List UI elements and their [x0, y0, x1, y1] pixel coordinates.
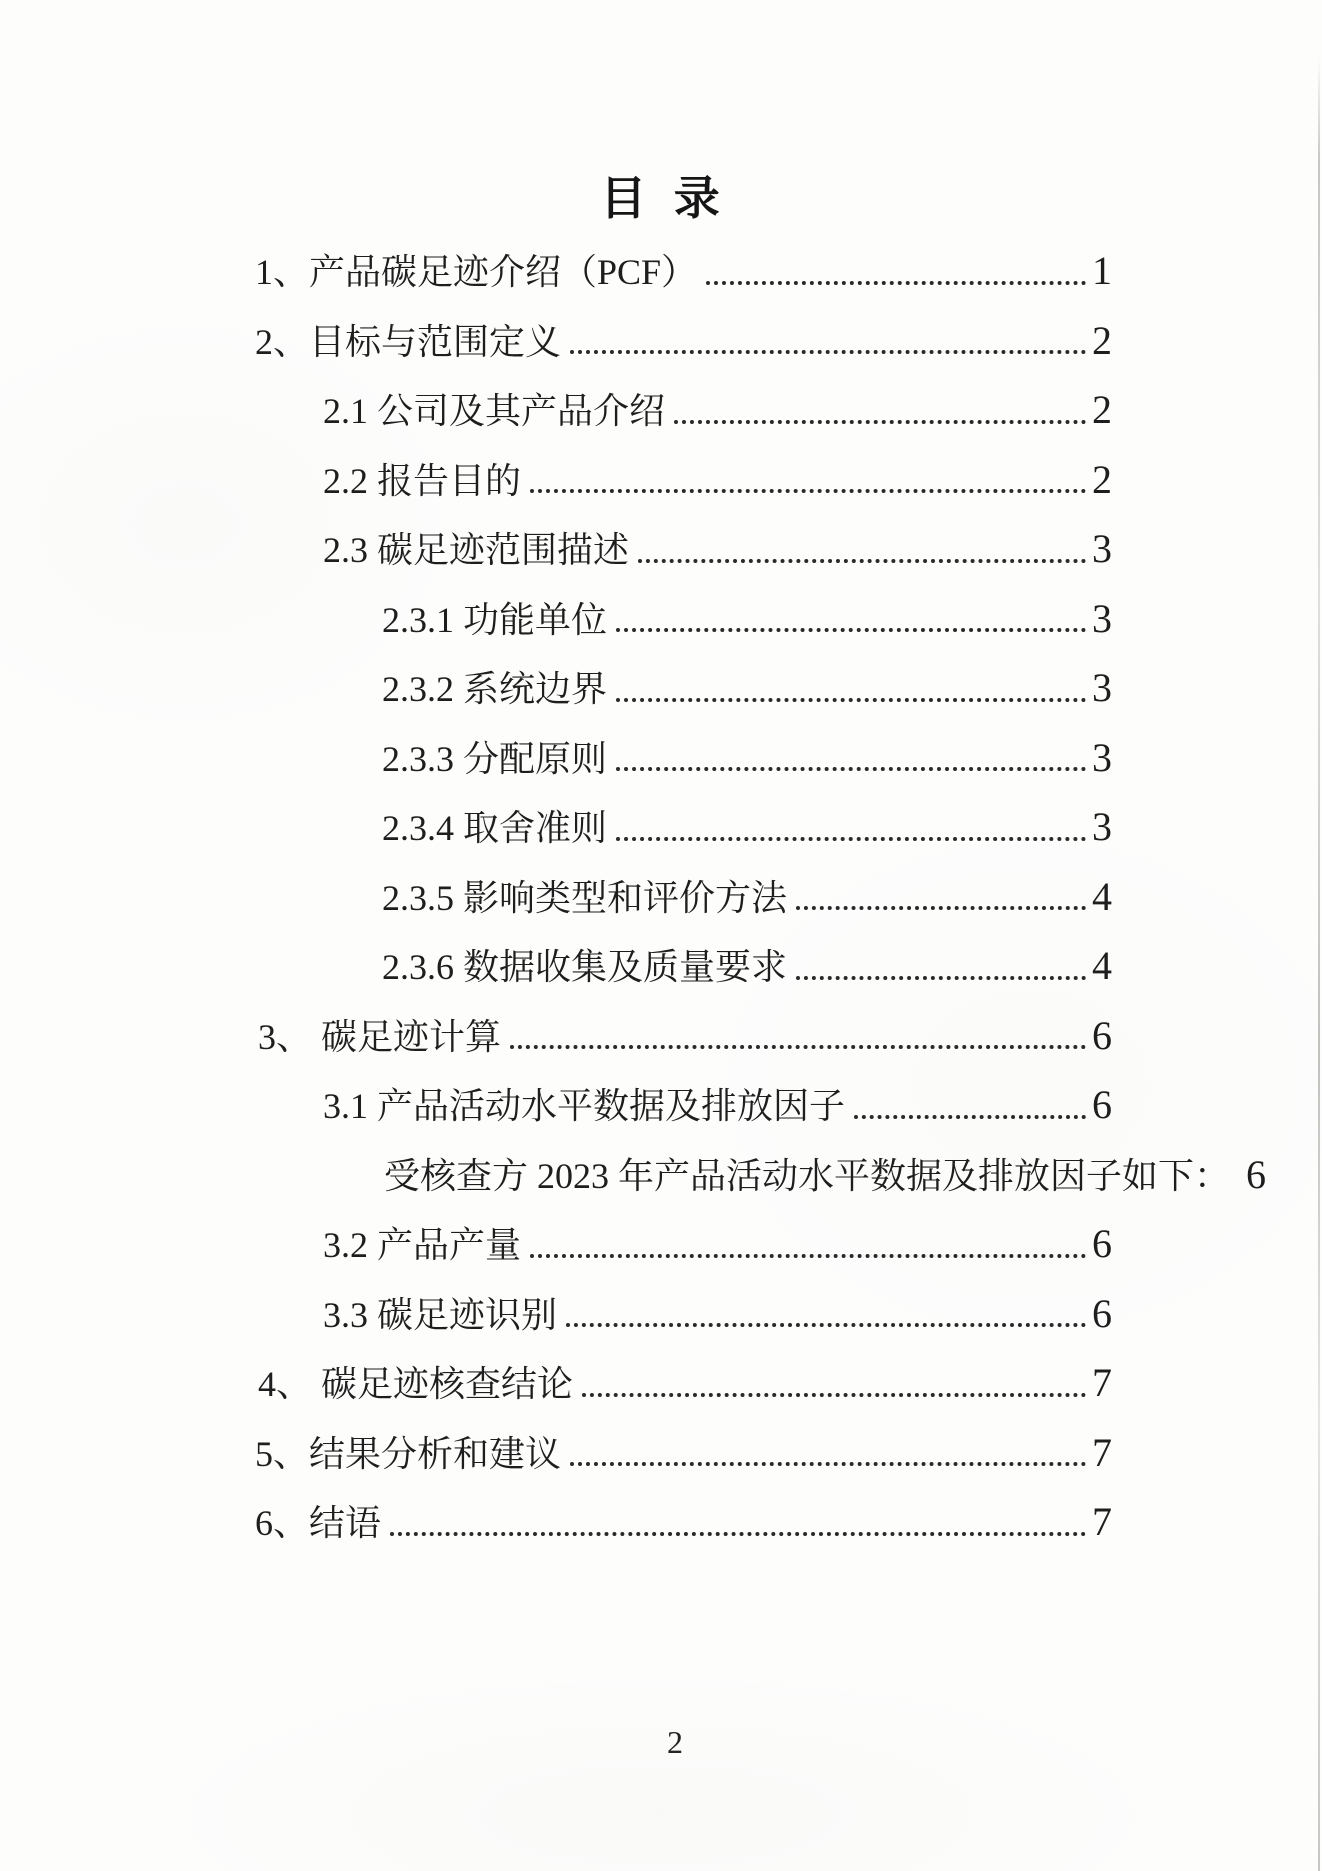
dot-leader [616, 767, 1086, 771]
toc-item-page: 3 [1092, 734, 1112, 780]
toc-row [255, 375, 1112, 445]
dot-leader [616, 698, 1086, 702]
toc-item-label: 2.1 公司及其产品介绍 [323, 391, 666, 431]
dot-leader [570, 1462, 1086, 1466]
toc-item-page: 1 [1092, 248, 1112, 293]
toc-row [255, 445, 1112, 515]
toc-item-label: 3.2 产品产量 [323, 1225, 522, 1265]
page-number-footer: 2 [667, 1724, 683, 1760]
toc-item-page: 6 [1092, 1221, 1112, 1266]
toc-row [255, 236, 1112, 306]
dot-leader [390, 1532, 1086, 1536]
toc-row [255, 653, 1112, 723]
dot-leader [616, 628, 1086, 632]
dot-leader [582, 1393, 1086, 1397]
dot-leader [616, 837, 1086, 841]
dot-leader [854, 1115, 1086, 1119]
toc-item-page: 7 [1092, 1499, 1112, 1544]
scan-edge-artifact [1318, 55, 1320, 1871]
toc-item-page: 3 [1092, 526, 1112, 571]
dot-leader [638, 559, 1086, 563]
toc-row [255, 792, 1112, 862]
table-of-contents [255, 236, 1267, 1557]
toc-row [255, 514, 1112, 584]
toc-row [255, 931, 1112, 1001]
toc-item-label: 3、 碳足迹计算 [258, 1016, 502, 1057]
toc-row [255, 1348, 1112, 1418]
toc-item-label: 5、结果分析和建议 [255, 1433, 562, 1474]
toc-item-page: 4 [1092, 873, 1112, 919]
toc-item-page: 2 [1092, 456, 1112, 502]
toc-row [255, 862, 1112, 932]
toc-item-page: 3 [1092, 595, 1112, 641]
toc-item-label: 2.3.5 影响类型和评价方法 [382, 877, 788, 918]
dot-leader [510, 1045, 1086, 1049]
toc-item-label: 3.1 产品活动水平数据及排放因子 [323, 1086, 846, 1126]
dot-leader [530, 489, 1086, 493]
toc-item-label: 2.3 碳足迹范围描述 [323, 530, 630, 570]
toc-item-page: 3 [1092, 804, 1112, 849]
toc-item-label: 2.3.3 分配原则 [382, 738, 608, 779]
dot-leader [566, 1323, 1086, 1327]
toc-item-page: 6 [1246, 1151, 1267, 1197]
dot-leader [796, 906, 1086, 910]
dot-leader [570, 350, 1086, 354]
toc-item-label: 受核查方 2023 年产品活动水平数据及排放因子如下： [384, 1155, 1231, 1196]
toc-item-label: 2.3.4 取舍准则 [382, 808, 608, 848]
toc-item-label: 2、目标与范围定义 [255, 321, 562, 362]
toc-item-page: 2 [1092, 317, 1112, 363]
toc-item-label: 6、结语 [255, 1503, 382, 1543]
toc-row [255, 1209, 1112, 1279]
toc-item-label: 1、产品碳足迹介绍（PCF） [255, 252, 698, 292]
toc-item-page: 6 [1092, 1012, 1112, 1058]
toc-row [255, 1001, 1112, 1071]
toc-item-label: 2.3.2 系统边界 [382, 669, 608, 709]
dot-leader [674, 420, 1086, 424]
toc-item-label: 4、 碳足迹核查结论 [258, 1364, 574, 1404]
toc-row [255, 1279, 1112, 1349]
toc-item-page: 7 [1092, 1429, 1112, 1475]
toc-item-page: 6 [1092, 1082, 1112, 1127]
toc-row [255, 1070, 1112, 1140]
toc-item-page: 4 [1092, 943, 1112, 988]
toc-row [255, 1487, 1112, 1557]
toc-row [255, 584, 1112, 654]
toc-item-page: 2 [1092, 387, 1112, 432]
toc-item-page: 7 [1092, 1360, 1112, 1405]
dot-leader [796, 976, 1086, 980]
toc-item-label: 3.3 碳足迹识别 [323, 1294, 558, 1335]
toc-item-label: 2.2 报告目的 [323, 460, 522, 501]
dot-leader [706, 281, 1086, 285]
toc-item-label: 2.3.6 数据收集及质量要求 [382, 947, 788, 987]
toc-note-row [255, 1140, 1267, 1210]
toc-row [255, 306, 1112, 376]
toc-item-label: 2.3.1 功能单位 [382, 599, 608, 640]
toc-row [255, 1418, 1112, 1488]
toc-row [255, 723, 1112, 793]
toc-item-page: 6 [1092, 1290, 1112, 1336]
toc-title: 目 录 [600, 173, 722, 224]
dot-leader [530, 1254, 1086, 1258]
toc-item-page: 3 [1092, 665, 1112, 710]
